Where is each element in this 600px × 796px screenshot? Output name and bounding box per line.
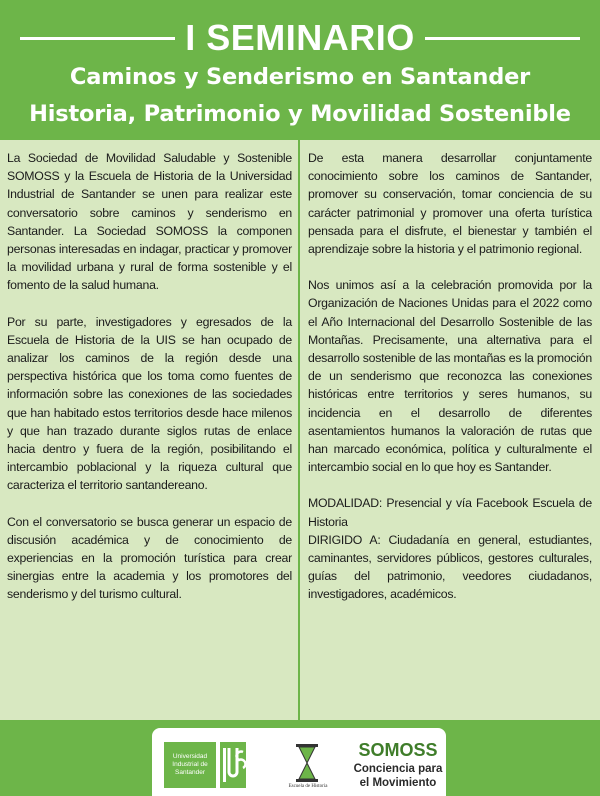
poster-header xyxy=(0,0,600,140)
subtitle-line-1: Caminos y Senderismo en Santander xyxy=(69,64,531,90)
left-column xyxy=(0,140,298,720)
escuela-label: Escuela de Historia xyxy=(288,784,328,789)
content-area xyxy=(0,140,600,720)
right-column xyxy=(300,140,600,720)
logo-panel xyxy=(152,728,446,796)
title-rule-left xyxy=(20,37,175,40)
left-paragraph-3: Con el conversatorio se busca generar un espacio de discusión académica y de conocimiento de experiencias en la promoción turística para crear sinergias entre la academia y los promotores del senderismo y del turismo cultural. xyxy=(7,514,292,602)
modalidad-text: MODALIDAD: Presencial y vía Facebook Escuela de Historia xyxy=(308,496,592,529)
right-paragraph-1: De esta manera desarrollar conjuntamente conocimiento sobre los caminos de Santander, promover su conservación, tomar conciencia de su carácter patrimonial y promover una oferta turística pensada para el disfrute, el bienestar y también el aprendizaje sobre la historia y el patrimonio regional. xyxy=(308,151,592,257)
somoss-name: SOMOSS xyxy=(358,740,438,760)
subtitle-line-2: Historia, Patrimonio y Movilidad Sostenible xyxy=(29,101,571,127)
poster-footer xyxy=(0,720,600,796)
title-rule-right xyxy=(425,37,580,40)
uis-wordmark: Universidad Industrial de Santander xyxy=(164,742,216,788)
uis-logo-icon xyxy=(220,742,246,788)
title-row xyxy=(0,14,600,62)
poster-title: I SEMINARIO xyxy=(185,17,415,58)
somoss-tagline: Conciencia para el Movimiento xyxy=(353,763,443,789)
left-paragraph-2: Por su parte, investigadores y egresados de la Escuela de Historia de la UIS se han ocupado de analizar los caminos de la región desde una perspectiva histórica que los toma como fuentes de información sobre las conexiones de las sociedades que han habitado estos territorios desde hace milenos y que han trazado durante siglos rutas de enlace hacia dentro y fuera de la región, posibilitando el intercambio poblacional y la riqueza cultural que caracteriza el territorio santandereano. xyxy=(7,314,292,493)
left-paragraph-1: La Sociedad de Movilidad Saludable y Sostenible SOMOSS y la Escuela de Historia de la Universidad Industrial de Santander se unen para realizar este conversatorio sobre caminos y senderismo en Santander. La Sociedad SOMOSS la componen personas interesadas en indagar, practicar y promover la movilidad urbana y rural de forma sostenible y el fomento de la salud humana. xyxy=(7,151,292,293)
right-paragraph-2: Nos unimos así a la celebración promovida por la Organización de Naciones Unidas para el 2022 como el Año Internacional del Desarrollo Sostenible de las Montañas. Precisamente, una alternativa para el desarrollo sostenible de las montañas es la promoción de un senderismo que reconozca las conexiones históricas entre territorios y seres humanos, su incidencia en el desarrollo de diferentes asentamientos humanos la valoración de rutas que han marcado económica, política y culturalmente el intercambio social en lo que hoy es Santander. xyxy=(308,278,592,475)
dirigido-text: DIRIGIDO A: Ciudadanía en general, estudiantes, caminantes, servidores públicos, gestores culturales, guías del patrimonio, veedores ciudadanos, investigadores, académicos. xyxy=(308,532,592,602)
